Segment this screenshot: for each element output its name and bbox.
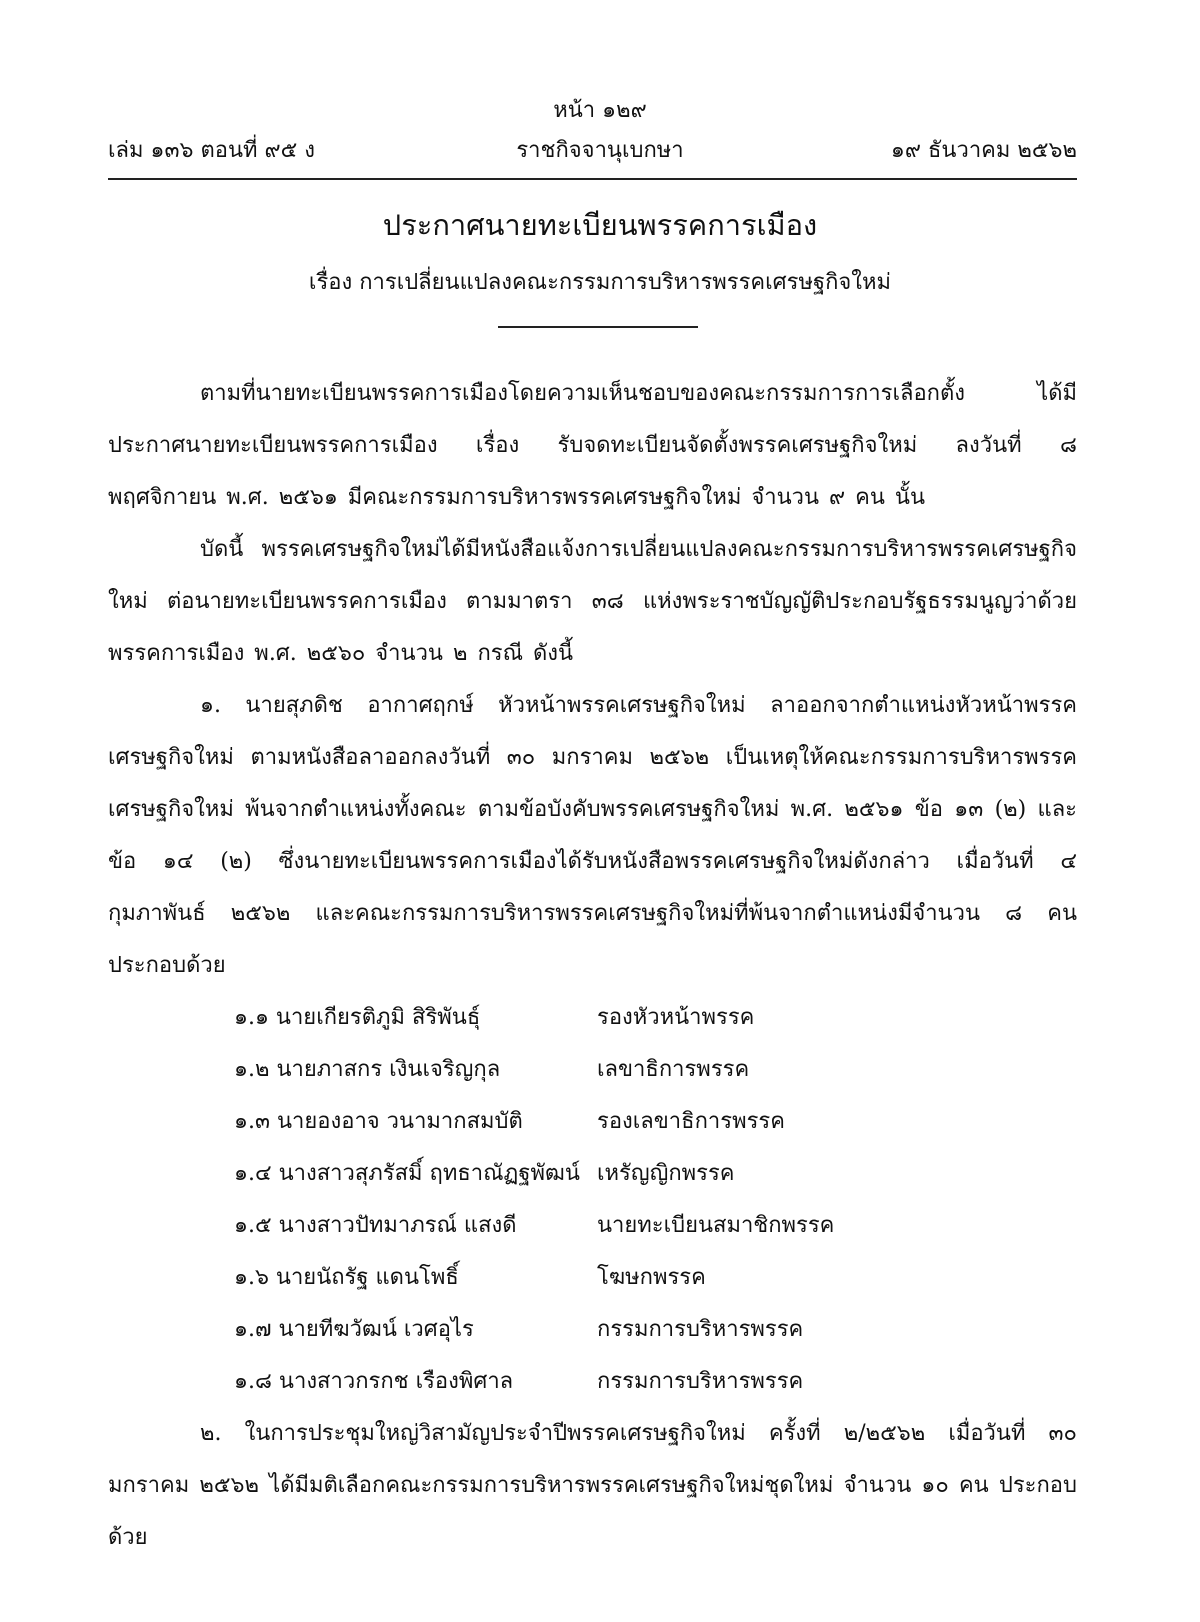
paragraph-2: บัดนี้ พรรคเศรษฐกิจใหม่ได้มีหนังสือแจ้งการเปลี่ยนแปลงคณะกรรมการบริหารพรรคเศรษฐกิจใหม่ ต่อนายทะเบียนพรรคการเมือง ตามมาตรา ๓๘ แห่งพระราชบัญญัติประกอบรัฐธรรมนูญว่าด้วยพรรคการเมือง พ.ศ. ๒๕๖๐ จำนวน ๒ กรณี ดังนี้: [108, 537, 1077, 666]
volume-issue: เล่ม ๑๓๖ ตอนที่ ๙๕ ง: [108, 138, 315, 163]
member-role: รองหัวหน้าพรรค: [597, 1005, 755, 1030]
member-role: โฆษกพรรค: [597, 1265, 706, 1290]
paragraph-3: ๑. นายสุภดิช อากาศฤกษ์ หัวหน้าพรรคเศรษฐกิจใหม่ ลาออกจากตำแหน่งหัวหน้าพรรคเศรษฐกิจใหม่ ตามหนังสือลาออกลงวันที่ ๓๐ มกราคม ๒๕๖๒ เป็นเหตุให้คณะกรรมการบริหารพรรคเศรษฐกิจใหม่ พ้นจากตำแหน่งทั้งคณะ ตามข้อบังคับพรรคเศรษฐกิจใหม่ พ.ศ. ๒๕๖๑ ข้อ ๑๓ (๒) และข้อ ๑๔ (๒) ซึ่งนายทะเบียนพรรคการเมืองได้รับหนังสือพรรคเศรษฐกิจใหม่ดังกล่าว เมื่อวันที่ ๔ กุมภาพันธ์ ๒๕๖๒ และคณะกรรมการบริหารพรรคเศรษฐกิจใหม่ที่พ้นจากตำแหน่งมีจำนวน ๘ คน ประกอบด้วย: [108, 693, 1077, 978]
member-name: ๑.๓ นายองอาจ วนามากสมบัติ: [234, 1109, 523, 1134]
gazette-date: ๑๙ ธันวาคม ๒๕๖๒: [890, 138, 1077, 163]
page-number: หน้า ๑๒๙: [553, 98, 647, 123]
member-role: เหรัญญิกพรรค: [597, 1161, 735, 1186]
title-divider: [498, 326, 698, 328]
member-role: เลขาธิการพรรค: [597, 1057, 750, 1082]
member-name: ๑.๗ นายทีฆวัฒน์ เวศอุไร: [234, 1317, 474, 1342]
member-name: ๑.๔ นางสาวสุภรัสมิ์ ฤทธาณัฏฐพัฒน์: [234, 1161, 580, 1186]
member-role: รองเลขาธิการพรรค: [597, 1109, 785, 1134]
list-item: [108, 992, 1077, 1044]
gazette-name: ราชกิจจานุเบกษา: [516, 138, 684, 163]
list-item: [108, 1304, 1077, 1356]
list-item: [108, 1252, 1077, 1304]
member-name: ๑.๕ นางสาวปัทมาภรณ์ แสงดี: [234, 1213, 517, 1238]
paragraph-1: ตามที่นายทะเบียนพรรคการเมืองโดยความเห็นชอบของคณะกรรมการการเลือกตั้ง ได้มีประกาศนายทะเบียนพรรคการเมือง เรื่อง รับจดทะเบียนจัดตั้งพรรคเศรษฐกิจใหม่ ลงวันที่ ๘ พฤศจิกายน พ.ศ. ๒๕๖๑ มีคณะกรรมการบริหารพรรคเศรษฐกิจใหม่ จำนวน ๙ คน นั้น: [108, 381, 1077, 510]
member-list: [108, 992, 1077, 1408]
member-role: กรรมการบริหารพรรค: [597, 1317, 804, 1342]
list-item: [108, 1044, 1077, 1096]
list-item: [108, 1096, 1077, 1148]
header-divider: [108, 178, 1077, 180]
member-role: นายทะเบียนสมาชิกพรรค: [597, 1213, 835, 1238]
list-item: [108, 1356, 1077, 1408]
member-role: กรรมการบริหารพรรค: [597, 1369, 804, 1394]
member-name: ๑.๖ นายนัถรัฐ แดนโพธิ์: [234, 1265, 459, 1290]
document-body: [108, 368, 1077, 1564]
member-name: ๑.๘ นางสาวกรกช เรืองพิศาล: [234, 1369, 514, 1394]
member-name: ๑.๒ นายภาสกร เงินเจริญกุล: [234, 1057, 501, 1082]
member-name: ๑.๑ นายเกียรติภูมิ สิริพันธุ์: [234, 1005, 481, 1030]
announcement-subject: เรื่อง การเปลี่ยนแปลงคณะกรรมการบริหารพรรคเศรษฐกิจใหม่: [308, 270, 892, 295]
list-item: [108, 1200, 1077, 1252]
paragraph-4: ๒. ในการประชุมใหญ่วิสามัญประจำปีพรรคเศรษฐกิจใหม่ ครั้งที่ ๒/๒๕๖๒ เมื่อวันที่ ๓๐ มกราคม ๒๕๖๒ ได้มีมติเลือกคณะกรรมการบริหารพรรคเศรษฐกิจใหม่ชุดใหม่ จำนวน ๑๐ คน ประกอบด้วย: [108, 1421, 1077, 1550]
announcement-title: ประกาศนายทะเบียนพรรคการเมือง: [382, 208, 818, 242]
list-item: [108, 1148, 1077, 1200]
